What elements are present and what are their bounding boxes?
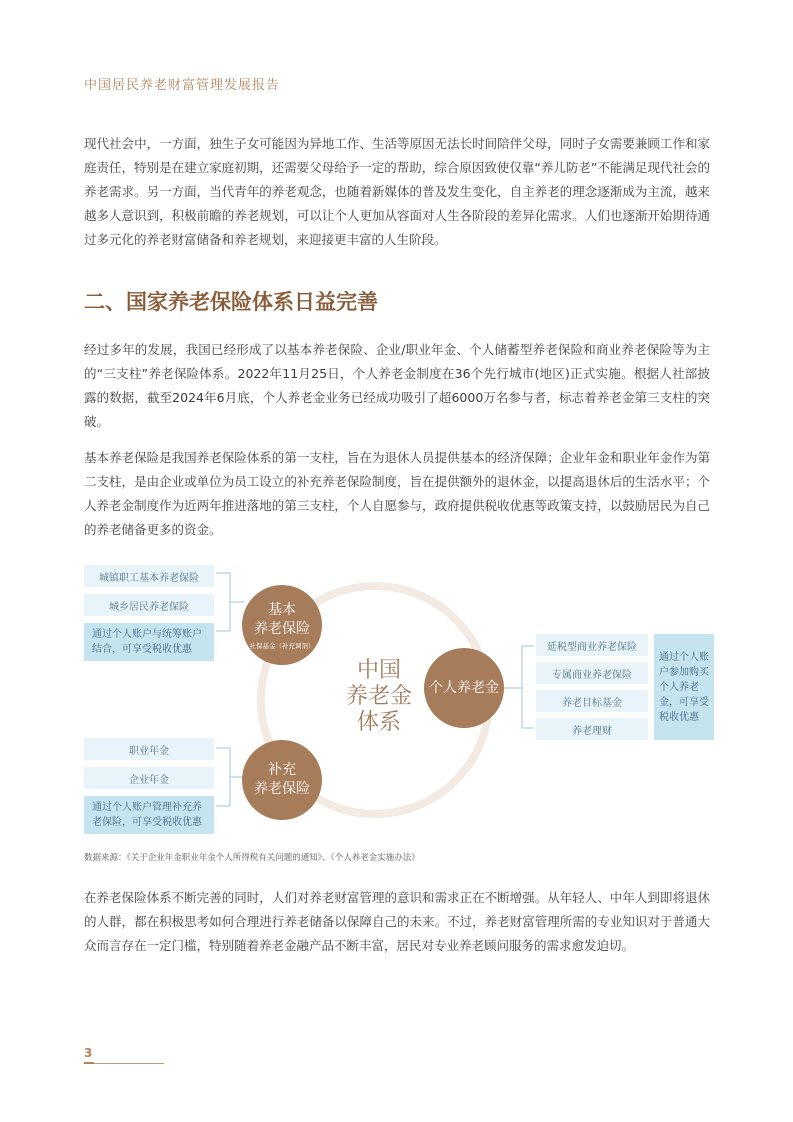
basic-title-line-2: 养老保险 [254, 620, 310, 637]
data-source: 数据来源：《关于企业年金职业年金个人所得税有关问题的通知》、《个人养老金实施办法》 [84, 853, 420, 863]
paragraph-3: 基本养老保险是我国养老保险体系的第一支柱，旨在为退休人员提供基本的经济保障；企业年金和职业年金作为第二支柱，是由企业或单位为员工设立的补充养老保险制度，旨在提供额外的退休金，以提高退休后的生活水平；个人养老金制度作为近两年推进落地的第三支柱，个人自愿参与，政府提供税收优惠等政策支持，以鼓励居民为自己的养老储备更多的资金。 [84, 450, 710, 537]
section-title: 二、国家养老保险体系日益完善 [84, 290, 378, 314]
footer-divider-accent [84, 1062, 94, 1064]
basic-title-line-1: 基本 [268, 601, 296, 618]
footer-divider [84, 1063, 164, 1064]
supplement-pension-node [242, 740, 322, 820]
basic-item-urban-rural: 城乡居民养老保险 [84, 594, 214, 616]
paragraph-4: 在养老保险体系不断完善的同时，人们对养老财富管理的意识和需求正在不断增强。从年轻人、中年人到即将退休的人群，都在积极思考如何合理进行养老储备以保障自己的未来。不过，养老财富管理所需的专业知识对于普通大众而言存在一定门槛，特别随着养老金融产品不断丰富，居民对专业养老顾问服务的需求愈发迫切。 [84, 890, 710, 953]
paragraph-1: 现代社会中，一方面，独生子女可能因为异地工作、生活等原因无法长时间陪伴父母，同时子女需要兼顾工作和家庭责任，特别是在建立家庭初期，还需要父母给予一定的帮助，综合原因致使仅靠“养儿防老”不能满足现代社会的养老需求。另一方面，当代青年的养老观念，也随着新媒体的普及发生变化，自主养老的理念逐渐成为主流，越来越多人意识到，积极前瞻的养老规划，可以让个人更加从容面对人生各阶段的差异化需求。人们也逐渐开始期待通过多元化的养老财富储备和养老规划，来迎接更丰富的人生阶段。 [84, 136, 710, 247]
personal-note: 通过个人账户参加购买个人养老金，可享受税收优惠 [654, 634, 714, 740]
center-title [324, 658, 434, 736]
basic-item-urban-employee: 城镇职工基本养老保险 [84, 565, 214, 587]
center-line-1: 中国 [356, 658, 401, 683]
personal-item-tax-deferred: 延税型商业养老保险 [536, 634, 648, 656]
personal-item-wealth-mgmt: 养老理财 [536, 718, 648, 740]
supplement-item-occupational: 职业年金 [84, 738, 214, 760]
center-line-2: 养老金 [345, 684, 412, 709]
pension-system-diagram [84, 560, 716, 845]
center-line-3: 体系 [356, 710, 401, 735]
basic-pension-node [242, 585, 322, 665]
supplement-item-enterprise: 企业年金 [84, 767, 214, 789]
paragraph-2: 经过多年的发展，我国已经形成了以基本养老保险、企业/职业年金、个人储蓄型养老保险和商业养老保险等为主的“三支柱”养老保险体系。2022年11月25日，个人养老金制度在36个先行城市(地区)正式实施。根据人社部披露的数据，截至2024年6月底，个人养老金业务已经成功吸引了超6000万名参与者，标志着养老金第三支柱的突破。 [84, 342, 710, 429]
personal-title: 个人养老金 [429, 679, 499, 696]
personal-item-target-fund: 养老目标基金 [536, 690, 648, 712]
supplement-note: 通过个人账户管理补充养老保险，可享受税收优惠 [84, 796, 214, 834]
supplement-title-line-1: 补充 [268, 762, 296, 778]
supplement-bracket [216, 748, 230, 806]
page-number: 3 [84, 1046, 93, 1060]
basic-note: 通过个人账户与统筹账户结合，可享受税收优惠 [84, 623, 214, 661]
personal-bracket [522, 646, 534, 728]
personal-item-exclusive: 专属商业养老保险 [536, 662, 648, 684]
report-header: 中国居民养老财富管理发展报告 [84, 78, 281, 93]
basic-bracket [216, 573, 230, 631]
personal-pension-node [424, 648, 504, 728]
supplement-title-line-2: 养老保险 [254, 781, 310, 797]
basic-subtitle: 社保基金（补充调剂） [249, 641, 315, 650]
